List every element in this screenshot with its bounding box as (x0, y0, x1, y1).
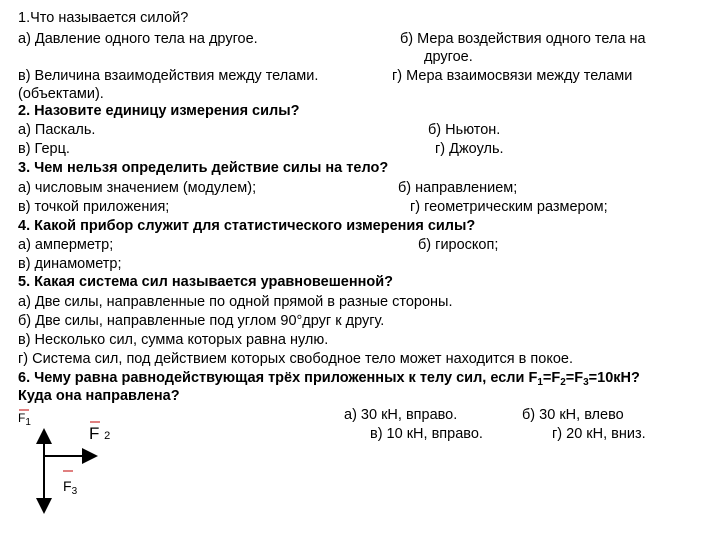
q1-option-a: а) Давление одного тела на другое. (18, 31, 258, 47)
f2-sub: 2 (104, 430, 111, 442)
q6-sub-2: 2 (560, 377, 566, 388)
f1-letter: F (18, 411, 26, 425)
q6-sub-1: 1 (537, 377, 543, 388)
q2-option-g: г) Джоуль. (435, 141, 504, 157)
q6-option-a: а) 30 кН, вправо. (344, 407, 458, 423)
q3-option-g: г) геометрическим размером; (410, 199, 608, 215)
q3-option-a: а) числовым значением (модулем); (18, 180, 257, 196)
q5-option-v: в) Несколько сил, сумма которых равна нулю. (18, 332, 329, 348)
f3-letter: F (63, 478, 72, 494)
q6-option-b: б) 30 кН, влево (522, 407, 624, 423)
q1-option-b: б) Мера воздействия одного тела на (400, 31, 646, 47)
q6-eq-2: =F (565, 370, 584, 386)
f3-label (63, 478, 77, 497)
q6-option-v: в) 10 кН, вправо. (370, 426, 483, 442)
q3-option-b: б) направлением; (398, 180, 518, 196)
q4-option-v: в) динамометр; (18, 256, 122, 272)
q4-title: 4. Какой прибор служит для статистического измерения силы? (18, 218, 476, 234)
q6-title-end: =10кН? (588, 370, 640, 386)
q2-option-a: а) Паскаль. (18, 122, 96, 138)
f2-letter: F (89, 424, 100, 443)
q2-title: 2. Назовите единицу измерения силы? (18, 103, 300, 119)
q6-option-g: г) 20 кН, вниз. (552, 426, 646, 442)
q6-sub-3: 3 (583, 377, 589, 388)
f1-label (18, 411, 31, 428)
q5-option-b: б) Две силы, направленные под углом 90°друг к другу. (18, 313, 385, 329)
q1-option-v: в) Величина взаимодействия между телами. (18, 68, 319, 84)
f1-sub: 1 (25, 417, 31, 428)
q2-option-v: в) Герц. (18, 141, 70, 157)
q6-title-line2: Куда она направлена? (18, 388, 180, 404)
f2-label (89, 424, 110, 444)
q2-option-b: б) Ньютон. (428, 122, 501, 138)
q5-option-a: а) Две силы, направленные по одной прямой в разные стороны. (18, 294, 453, 310)
f3-sub: 3 (71, 486, 78, 497)
q3-title: 3. Чем нельзя определить действие силы на тело? (18, 160, 389, 176)
q6-title-text: 6. Чему равна равнодействующая трёх приложенных к телу сил, если F (18, 370, 538, 386)
q1-option-g: г) Мера взаимосвязи между телами (392, 68, 633, 84)
q4-option-b: б) гироскоп; (418, 237, 499, 253)
q4-option-a: а) амперметр; (18, 237, 114, 253)
q5-option-g: г) Система сил, под действием которых свободное тело может находится в покое. (18, 351, 573, 367)
q1-title: 1.Что называется силой? (18, 10, 189, 26)
q3-option-v: в) точкой приложения; (18, 199, 170, 215)
q1-option-v-cont: (объектами). (18, 86, 104, 102)
q6-eq-1: =F (542, 370, 561, 386)
q1-option-b-cont: другое. (424, 49, 473, 65)
q5-title: 5. Какая система сил называется уравновешенной? (18, 274, 394, 290)
